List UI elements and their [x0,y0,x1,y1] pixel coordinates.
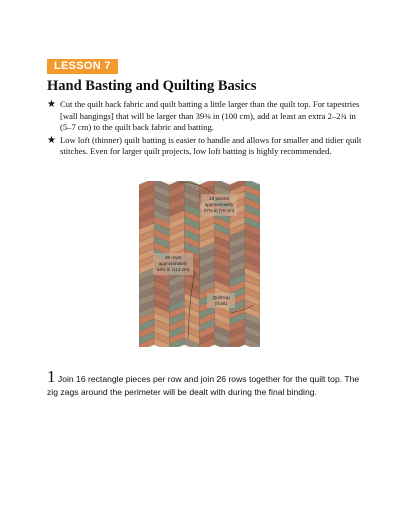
annotation-top-1: 16 pieces [209,196,229,201]
annotation-left-1: 26 rows [164,255,182,260]
annotation-top-3: 27¾ in (70 cm) [203,208,235,213]
step-number: 1 [47,367,56,386]
quilt-diagram [139,181,260,347]
annotation-top-2: approximately [204,202,234,207]
instruction-item [47,135,362,158]
annotation-right-1: Quilt top [212,295,230,300]
annotation-right-2: (front) [214,301,228,306]
instruction-list [47,99,362,159]
star-icon: ★ [47,134,56,146]
annotation-left-2: approximately [158,261,188,266]
star-icon: ★ [47,99,56,110]
instruction-text: Cut the quilt back fabric and quilt batting a little larger than the quilt top. For tapestries [wall hangings] that will be larger than 39⅜ in (100 cm), add at least an extra 2–2¾ in (5–7 cm) to the quilt back fabric and batting. [60,99,360,132]
lesson-badge: LESSON 7 [47,59,118,74]
instruction-text: Low loft (thinner) quilt batting is easier to handle and allows for smaller and tidier quilt stitches. Even for larger quilt projects, low loft batting is highly recommended. [60,134,362,156]
step-1 [47,367,367,398]
instruction-item [47,99,362,134]
annotation-left-3: 44½ in (113 cm) [156,267,190,272]
quilt-top-figure [139,181,260,347]
step-text: Join 16 rectangle pieces per row and join 26 rows together for the quilt top. The zig zags around the perimeter will be dealt with during the final binding. [47,374,360,397]
page-title: Hand Basting and Quilting Basics [47,78,257,94]
